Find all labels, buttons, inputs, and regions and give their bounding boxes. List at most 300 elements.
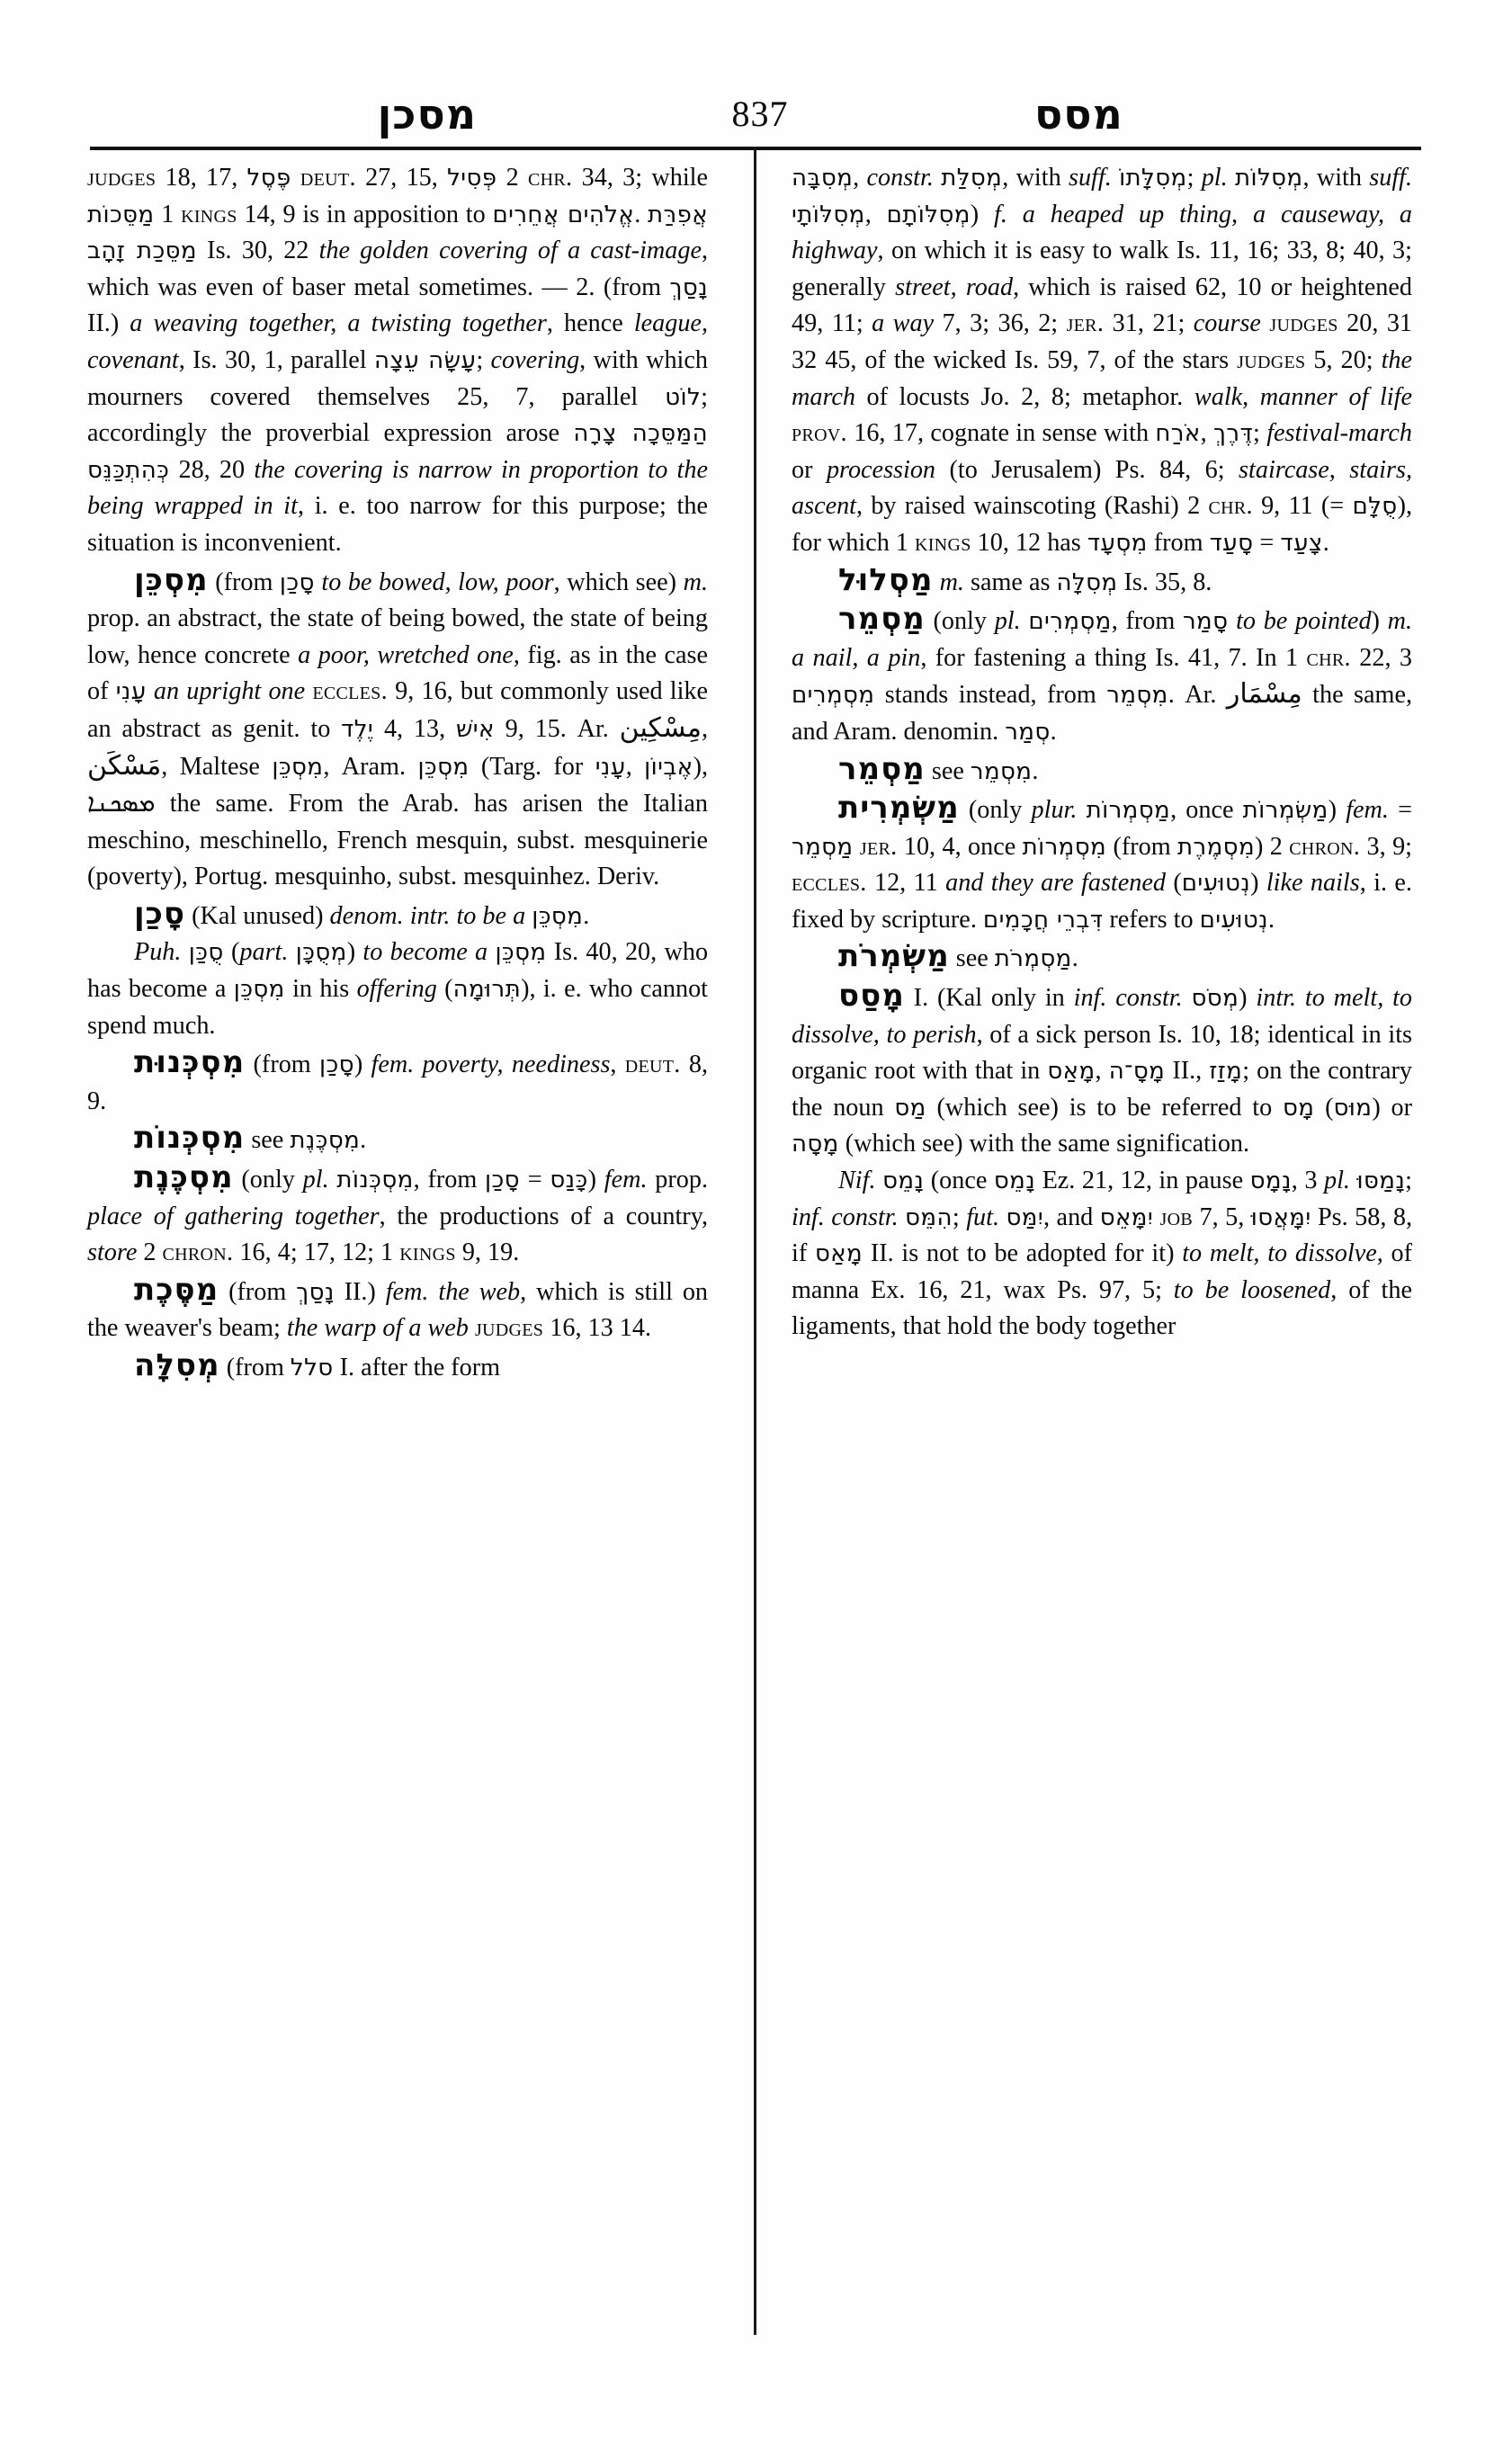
- body-text: II.,: [1165, 1057, 1210, 1086]
- gloss-italic: procession: [826, 455, 936, 484]
- scripture-reference: chr.: [528, 164, 573, 192]
- body-text: see: [949, 944, 995, 973]
- gloss-italic: the covering is narrow in proportion to the being wrapped in it: [87, 455, 708, 521]
- hebrew-word: מַסֵּכַת זָהָב: [87, 237, 197, 265]
- body-text: ,: [701, 714, 709, 743]
- body-text: , which is still on the weaver's beam;: [87, 1277, 709, 1343]
- body-text: . Ar.: [1168, 681, 1227, 710]
- scripture-reference: prov.: [792, 419, 847, 448]
- body-text: [1350, 1167, 1357, 1194]
- scripture-reference: chr.: [1208, 492, 1253, 521]
- hebrew-word: תְּרוּמָה: [452, 976, 522, 1004]
- hebrew-word: מִסְמְרוֹת: [1022, 833, 1107, 861]
- gloss-italic: f. a heaped up thing, a causeway, a highway: [792, 200, 1413, 265]
- body-text: II.): [87, 309, 130, 338]
- hebrew-word: נָסַךְ: [296, 1278, 335, 1306]
- hebrew-word: כָּנַס: [550, 1167, 588, 1194]
- gloss-italic: pl.: [1201, 164, 1228, 192]
- scripture-reference: deut.: [624, 1051, 681, 1079]
- body-text: , the productions of a country,: [379, 1202, 709, 1230]
- body-text: ,: [853, 164, 867, 192]
- scripture-reference: deut.: [300, 164, 356, 192]
- hebrew-word: אֱלֹהִים אֲחֵרִים: [492, 201, 635, 228]
- hebrew-word: אֹרַח: [1155, 420, 1201, 448]
- body-text: 10, 12 has: [971, 528, 1087, 557]
- gloss-italic: pl.: [302, 1166, 329, 1194]
- gloss-italic: fut.: [966, 1203, 999, 1231]
- body-text: from: [1147, 528, 1210, 557]
- hebrew-word: סְמַר: [1005, 718, 1051, 746]
- body-text: 9, 15. Ar.: [494, 714, 620, 743]
- body-text: 16, 17, cognate in sense with: [846, 419, 1156, 448]
- gloss-italic: course: [1193, 309, 1261, 338]
- scripture-reference: chron.: [1289, 832, 1361, 861]
- dictionary-entry: [87, 1120, 708, 1159]
- body-text: [469, 1314, 475, 1342]
- body-text: .: [1322, 528, 1329, 557]
- hebrew-word: מִסְכֵּן: [272, 753, 324, 781]
- body-text: , of a sick person Is. 10, 18; identical in its organic root with that in: [792, 1020, 1412, 1086]
- body-text: (from: [1106, 832, 1178, 861]
- hebrew-word: מַס: [894, 1094, 926, 1122]
- body-text: 18, 17,: [156, 164, 247, 192]
- entry-headword-hebrew: מָסַס: [838, 978, 905, 1015]
- body-text: , hence: [546, 309, 634, 338]
- hebrew-word: מָאַס: [1047, 1058, 1096, 1086]
- entry-headword-hebrew: מִסְכְּנוּת: [134, 1044, 246, 1081]
- scripture-reference: jer.: [1066, 309, 1105, 338]
- hebrew-word: סֻכַּן: [188, 939, 224, 967]
- body-text: , Maltese: [161, 752, 273, 781]
- scripture-reference: judges: [1269, 309, 1338, 338]
- body-text: , which is raised 62, 10 or heightened 49, 11;: [792, 273, 1412, 338]
- hebrew-word: מִסְמֵר: [970, 757, 1033, 785]
- scripture-reference: jer.: [859, 832, 898, 861]
- body-text: 27, 15,: [355, 164, 448, 192]
- body-text: 22, 3: [1350, 643, 1413, 672]
- body-text: ; on the contrary the noun: [792, 1057, 1412, 1122]
- body-text: stands instead, from: [874, 681, 1107, 710]
- entry-continuation: [87, 160, 708, 562]
- hebrew-word: מִסְמֵר: [1106, 682, 1168, 710]
- gloss-italic: and they are fastened: [945, 869, 1166, 898]
- body-text: (which see) with the same signification.: [838, 1130, 1250, 1158]
- body-text: [1077, 796, 1086, 824]
- hebrew-word: מְסִבָּה: [792, 165, 854, 192]
- body-text: , which was even of baser metal sometimes. — 2. (from: [87, 237, 708, 301]
- page-number: 837: [731, 94, 789, 134]
- body-text: II. is not to be adopted for it): [863, 1239, 1183, 1268]
- entry-headword-hebrew: מִסְכְּנוֹת: [134, 1120, 246, 1157]
- body-text: 8, 9.: [87, 1051, 709, 1115]
- body-text: ): [1239, 984, 1257, 1013]
- hebrew-word: נָסַךְ: [669, 273, 708, 301]
- body-text: , for fastening a thing Is. 41, 7. In 1: [920, 643, 1307, 672]
- body-text: Is. 35, 8.: [1117, 568, 1212, 596]
- body-text: [853, 833, 859, 861]
- gloss-italic: like nails: [1266, 869, 1360, 898]
- body-text: 14, 9 is in apposition to: [237, 200, 493, 228]
- body-text: ),: [693, 752, 708, 781]
- hebrew-word: נְטוּעִים: [1199, 906, 1268, 934]
- body-text: , by raised wainscoting (Rashi) 2: [856, 492, 1209, 521]
- body-text: ) or: [1372, 1093, 1413, 1122]
- hebrew-word: מִסְכֵּן: [417, 753, 470, 781]
- body-text: .: [634, 200, 648, 228]
- scripture-reference: chron.: [162, 1238, 234, 1267]
- gloss-italic: inf. constr.: [1073, 984, 1183, 1013]
- gloss-italic: constr.: [866, 164, 934, 192]
- hebrew-word: צָעַד: [1280, 529, 1323, 557]
- hebrew-word: מָסָה: [792, 1131, 839, 1158]
- hebrew-word: יִמָּאֵס: [1099, 1203, 1154, 1231]
- dictionary-entry: [87, 934, 708, 1044]
- hebrew-word: סלל: [290, 1355, 334, 1381]
- body-text: Ps. 58, 8, if: [792, 1203, 1413, 1268]
- body-text: [1112, 164, 1119, 192]
- hebrew-word: הִמֵּס: [905, 1203, 953, 1231]
- gloss-italic: to be pointed: [1236, 607, 1372, 636]
- running-head-right-hebrew: מסס: [1034, 90, 1123, 139]
- hebrew-word: עָנִי: [115, 678, 147, 706]
- scripture-reference: kings: [399, 1238, 456, 1267]
- body-text: 12, 11: [866, 869, 946, 898]
- gloss-italic: an upright one: [153, 677, 306, 706]
- body-text: , i. e. too narrow for this purpose; the situation is inconvenient.: [87, 492, 708, 557]
- hebrew-word: מוּס: [1333, 1094, 1373, 1122]
- gloss-italic: denom. intr. to be a: [329, 901, 526, 930]
- hebrew-word: יִמַּס: [1006, 1203, 1044, 1231]
- body-text: ,: [610, 1051, 625, 1079]
- arabic-word: مَسْكَن: [87, 749, 162, 782]
- hebrew-word: מִסְכֶּנֶת: [290, 1127, 361, 1155]
- body-text: (Kal unused): [185, 901, 330, 930]
- body-text: , on which it is easy to walk Is. 11, 16; 33, 8; 40, 3; generally: [792, 237, 1412, 301]
- gloss-italic: walk, manner of life: [1194, 382, 1412, 411]
- arabic-word: مِسْكِين: [619, 711, 702, 744]
- body-text: ): [353, 1051, 371, 1079]
- hebrew-word: נְטוּעִים: [1181, 870, 1251, 898]
- hebrew-word: מִסְעָד: [1087, 529, 1148, 557]
- hebrew-word: מָאַס: [814, 1240, 863, 1268]
- body-text: (: [223, 938, 240, 967]
- hebrew-word: מִסְמֶרֶת: [1177, 833, 1256, 861]
- gloss-italic: to become a: [362, 938, 488, 967]
- body-text: ;: [1405, 1167, 1413, 1195]
- scripture-reference: job: [1159, 1203, 1194, 1231]
- body-text: =: [519, 1166, 550, 1194]
- body-text: , once: [1170, 796, 1243, 825]
- body-text: ,: [864, 200, 887, 228]
- dictionary-entry: [87, 1159, 708, 1272]
- body-text: ,: [625, 752, 645, 781]
- hebrew-word: מְסִלָּתוֹ: [1119, 165, 1187, 192]
- body-text: in his: [284, 975, 357, 1004]
- body-text: (Targ. for: [469, 752, 595, 781]
- body-text: refers to: [1103, 905, 1200, 934]
- gloss-italic: the march: [792, 345, 1412, 411]
- body-text: (from: [245, 1051, 319, 1079]
- gloss-italic: fem. poverty, neediness: [371, 1051, 611, 1079]
- gloss-italic: the warp of a web: [286, 1314, 469, 1343]
- body-text: , of manna Ex. 16, 21, wax Ps. 97, 5;: [792, 1239, 1412, 1304]
- gloss-italic: to be bowed, low, poor: [321, 568, 554, 596]
- hebrew-word: מִסְכְּנוֹת: [336, 1167, 414, 1194]
- hebrew-word: מְסִלָּה: [1056, 568, 1118, 596]
- hebrew-word: סָכַן: [485, 1167, 520, 1194]
- body-text: [1228, 607, 1236, 635]
- body-text: (from: [208, 568, 280, 596]
- gloss-italic: staircase, stairs, ascent: [792, 455, 1412, 521]
- hebrew-word: אִישׁ: [455, 715, 495, 743]
- gloss-italic: m.: [683, 568, 708, 596]
- entry-headword-hebrew: מְסִלָּה: [134, 1347, 220, 1383]
- body-text: =: [1388, 796, 1413, 825]
- gloss-italic: a weaving together, a twisting together: [130, 309, 547, 338]
- body-text: same as: [963, 568, 1057, 596]
- body-text: I. after the form: [333, 1354, 501, 1381]
- body-text: (which see) is to be referred to: [926, 1093, 1284, 1122]
- body-text: 9, 19.: [455, 1238, 520, 1267]
- body-text: .: [360, 1126, 367, 1155]
- body-text: =: [1253, 528, 1281, 557]
- hebrew-word: דִּבְרֵי חֲכָמִים: [982, 906, 1104, 934]
- gloss-italic: a poor, wretched one: [298, 640, 514, 669]
- dictionary-entry: [87, 1044, 708, 1120]
- body-text: .: [1071, 944, 1078, 973]
- entry-headword-hebrew: מִסְכֵּן: [134, 561, 209, 598]
- scripture-reference: eccles.: [792, 869, 867, 898]
- body-text: the same. From the Arab. has arisen the Italian meschino, meschinello, French mesquin, subst. mesquinerie (poverty), Portug. mesquinho, subst. mesquinhez. Deriv.: [87, 790, 708, 891]
- body-text: 10, 4, once: [897, 832, 1023, 861]
- running-head: [90, 72, 1421, 139]
- gloss-italic: offering: [356, 975, 437, 1004]
- body-text: (only: [959, 796, 1032, 825]
- gloss-italic: suff.: [1369, 164, 1413, 192]
- hebrew-word: מְסִלּוֹתָי: [792, 201, 865, 228]
- hebrew-word: נָמֵס: [993, 1167, 1036, 1195]
- scripture-reference: eccles.: [312, 677, 388, 706]
- dictionary-entry: [87, 1347, 708, 1387]
- body-text: 1: [154, 200, 182, 228]
- scripture-reference: judges: [474, 1314, 544, 1343]
- body-text: , with: [1002, 164, 1069, 192]
- gloss-italic: pl.: [994, 607, 1021, 636]
- body-text: ; accordingly the proverbial expression arose: [87, 382, 708, 448]
- left-text-column: [87, 160, 708, 1387]
- arabic-word: مِسْمَار: [1226, 678, 1302, 711]
- hebrew-word: מְסֻכָּן: [295, 939, 347, 967]
- body-text: of locusts Jo. 2, 8; metaphor.: [854, 382, 1194, 411]
- gloss-italic: suff.: [1068, 164, 1112, 192]
- body-text: ;: [476, 345, 491, 374]
- body-text: ): [1250, 869, 1266, 898]
- body-text: [181, 938, 188, 966]
- body-text: prop. an abstract, the state of being bowed, the state of being low, hence concrete: [87, 604, 708, 669]
- body-text: 5, 20;: [1305, 345, 1382, 374]
- gloss-italic: the golden covering of a cast-image: [318, 237, 702, 265]
- body-text: I. (Kal only in: [904, 984, 1074, 1013]
- scripture-reference: judges: [87, 164, 157, 192]
- dictionary-entry: [792, 1163, 1412, 1346]
- hebrew-word: מָזַז: [1209, 1058, 1243, 1086]
- body-text: II.): [334, 1277, 386, 1306]
- body-text: , 3: [1291, 1167, 1324, 1195]
- gloss-italic: league, covenant: [87, 309, 708, 374]
- hebrew-word: אֲפִרַּת: [648, 201, 708, 228]
- hebrew-word: מַסֵּכוֹת: [87, 201, 155, 228]
- gloss-italic: part.: [239, 938, 289, 967]
- gloss-italic: m. a nail, a pin: [792, 607, 1413, 672]
- body-text: ,: [1200, 419, 1213, 448]
- body-text: [1261, 309, 1269, 337]
- body-text: [1228, 164, 1235, 192]
- dictionary-entry: [87, 1272, 708, 1347]
- body-text: see: [245, 1126, 291, 1155]
- body-text: , i. e. fixed by scripture.: [792, 869, 1412, 934]
- hebrew-word: מָס: [1283, 1094, 1315, 1122]
- hebrew-word: סָכַן: [318, 1051, 354, 1079]
- body-text: , and: [1043, 1203, 1100, 1231]
- body-text: or: [792, 455, 827, 484]
- body-text: [147, 677, 154, 705]
- hebrew-word: מְסֹס: [1191, 985, 1239, 1013]
- gloss-italic: fem.: [604, 1166, 648, 1194]
- body-text: , with: [1302, 164, 1370, 192]
- dictionary-entry: [792, 601, 1412, 750]
- entry-headword-hebrew: מַשְׂמְרֹת: [838, 938, 950, 975]
- column-divider-rule: [754, 149, 756, 2335]
- hebrew-word: מְסִלּוֹתָם: [886, 201, 971, 228]
- body-text: (: [1314, 1093, 1334, 1122]
- body-text: , Is. 30, 1, parallel: [178, 345, 375, 374]
- scripture-reference: kings: [915, 528, 971, 557]
- running-head-left-hebrew: מסכן: [377, 90, 477, 139]
- body-text: 7, 5,: [1193, 1203, 1251, 1231]
- entry-headword-hebrew: סָכַן: [134, 895, 186, 932]
- body-text: .: [1050, 717, 1057, 746]
- gloss-italic: to be loosened: [1173, 1275, 1331, 1304]
- body-text: Ez. 21, 12, in pause: [1035, 1167, 1250, 1195]
- hebrew-word: מַסְמֵר: [792, 833, 854, 861]
- gloss-italic: inf. constr.: [792, 1203, 899, 1231]
- gloss-italic: fem.: [1346, 796, 1389, 825]
- hebrew-word: מִסְכֵּן: [495, 939, 547, 967]
- gloss-italic: Nif.: [838, 1167, 876, 1195]
- hebrew-word: מְסִלַּת: [941, 165, 1003, 192]
- body-text: ;: [1253, 419, 1267, 448]
- body-text: [288, 938, 295, 966]
- body-text: ): [970, 200, 995, 228]
- body-text: see: [925, 756, 971, 785]
- body-text: Is. 40, 20, who has become a: [87, 938, 709, 1004]
- body-text: (: [1165, 869, 1182, 898]
- entry-headword-hebrew: מִסְכֶּנֶת: [134, 1159, 234, 1196]
- body-text: .: [1267, 905, 1275, 934]
- scripture-reference: chr.: [1306, 643, 1351, 672]
- body-text: 7, 3; 36, 2;: [934, 309, 1067, 338]
- body-text: 31, 21;: [1104, 309, 1194, 338]
- hebrew-word: יֶלֶד: [341, 715, 374, 743]
- gloss-italic: festival-march: [1266, 419, 1412, 448]
- entry-headword-hebrew: מַסְמֵר: [838, 601, 926, 638]
- body-text: , from: [413, 1166, 486, 1194]
- body-text: (: [436, 975, 453, 1004]
- body-text: 16, 13 14.: [543, 1314, 651, 1343]
- hebrew-word: סָעַד: [1209, 529, 1254, 557]
- entry-headword-hebrew: מַסְמֵר: [838, 750, 926, 787]
- gloss-italic: Puh.: [134, 938, 182, 967]
- body-text: 9, 11 (=: [1252, 492, 1353, 521]
- body-text: the same, and Aram. denomin.: [792, 681, 1413, 746]
- body-text: ), for which 1: [792, 492, 1412, 557]
- hebrew-word: פֶּסֶל: [246, 165, 291, 192]
- hebrew-word: נָמָס: [1249, 1167, 1292, 1195]
- dictionary-entry: [792, 938, 1412, 978]
- body-text: ), i. e. who cannot spend much.: [87, 975, 708, 1040]
- hebrew-word: מְסִלּוֹת: [1235, 165, 1303, 192]
- body-text: ;: [1186, 164, 1202, 192]
- body-text: [291, 164, 300, 192]
- hebrew-word: כְּהִתְכַּנֵּס: [87, 456, 170, 484]
- body-text: , from: [1111, 607, 1183, 636]
- dictionary-entry: [87, 896, 708, 935]
- body-text: 20, 31 32 45, of the wicked Is. 59, 7, of the stars: [792, 309, 1412, 374]
- hebrew-word: נָמֵס: [882, 1167, 925, 1195]
- hebrew-word: מַסְמְרִים: [1028, 608, 1112, 636]
- body-text: [876, 1167, 883, 1194]
- hebrew-word: סֻלָּם: [1352, 493, 1398, 521]
- gloss-italic: fem. the web: [385, 1277, 521, 1306]
- body-text: , of the ligaments, that hold the body together: [792, 1275, 1412, 1341]
- dictionary-entry: [792, 562, 1412, 602]
- hebrew-word: סָכַן: [279, 568, 315, 596]
- body-text: 28, 20: [169, 455, 255, 484]
- syriac-word: ܡܣܟܢܐ: [87, 788, 156, 818]
- gloss-italic: store: [87, 1238, 138, 1267]
- hebrew-word: סָמַר: [1182, 608, 1229, 636]
- body-text: [1183, 984, 1192, 1012]
- gloss-italic: plur.: [1031, 796, 1078, 825]
- body-text: 9, 16, but commonly used like an abstract as genit. to: [87, 677, 709, 743]
- dictionary-entry: [792, 978, 1412, 1163]
- body-text: (only: [925, 607, 995, 636]
- body-text: 4, 13,: [373, 714, 456, 743]
- body-text: (from: [219, 1354, 291, 1381]
- hebrew-word: יִמָּאֲסוּ: [1250, 1203, 1311, 1231]
- hebrew-word: מִסְכֵּן: [532, 902, 584, 930]
- body-text: (from: [219, 1277, 297, 1306]
- hebrew-word: לוֹט: [665, 383, 702, 411]
- body-text: [934, 568, 940, 596]
- body-text: , fig. as in the case of: [87, 640, 708, 706]
- scripture-reference: kings: [181, 200, 237, 228]
- hebrew-word: מָסָ־ה: [1108, 1058, 1166, 1086]
- hebrew-word: אֶבְיוֹן: [644, 753, 693, 781]
- gloss-italic: intr. to melt, to dissolve, to perish: [792, 984, 1413, 1049]
- body-text: ;: [952, 1203, 967, 1231]
- body-text: 16, 4; 17, 12; 1: [233, 1238, 400, 1267]
- body-text: (once: [924, 1167, 994, 1195]
- hebrew-word: מַסְמְרֹת: [994, 945, 1072, 973]
- body-text: [1153, 1203, 1159, 1231]
- body-text: ): [587, 1166, 604, 1194]
- hebrew-word: דֶּרֶךְ: [1213, 420, 1254, 448]
- dictionary-entry: [792, 790, 1412, 938]
- body-text: [934, 164, 941, 192]
- body-text: 2: [137, 1238, 163, 1267]
- body-text: .: [583, 901, 590, 930]
